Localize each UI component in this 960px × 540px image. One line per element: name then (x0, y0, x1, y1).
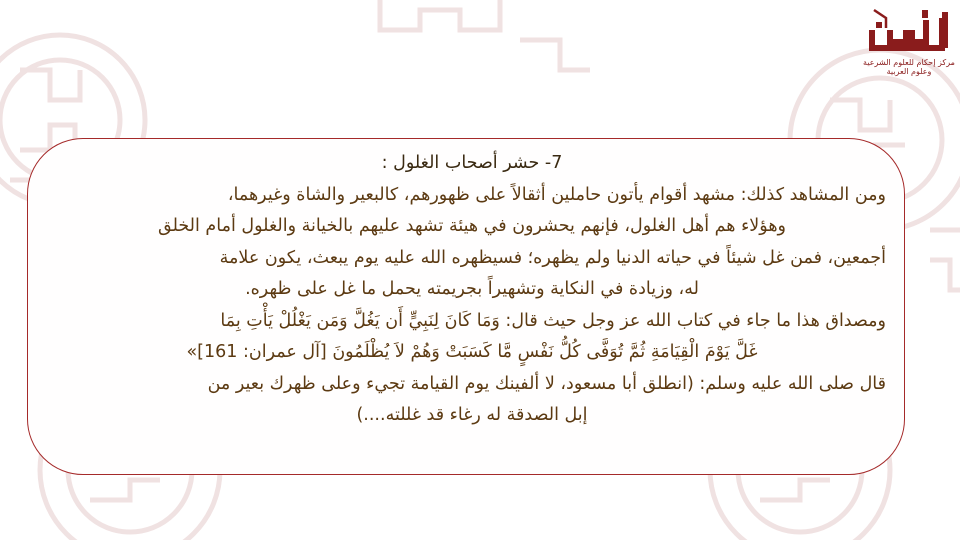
quran-verse-line: غَلَّ يَوْمَ الْقِيَامَةِ ثُمَّ تُوَفَّى كُلُّ نَفْسٍ مَّا كَسَبَتْ وَهُمْ لاَ يُظْلَمُونَ [آل عمران: 161]» (186, 342, 758, 362)
brand-logo-subtitle: مركز إحكام للعلوم الشرعية وعلوم العربية (863, 58, 955, 76)
quran-verse-line: ومصداق هذا ما جاء في كتاب الله عز وجل حيث قال: وَمَا كَانَ لِنَبِيٍّ أَن يَغُلَّ وَمَن يَغْلُلْ يَأْتِ بِمَا (220, 310, 886, 331)
body-line: أجمعين، فمن غل شيئاً في حياته الدنيا ولم يظهره؛ فسيظهره الله عليه يوم يبعث، يكون علامة (219, 247, 886, 268)
hadith-line: قال صلى الله عليه وسلم: (انطلق أبا مسعود، لا ألفينك يوم القيامة تجيء وعلى ظهرك بعير من (207, 373, 886, 394)
body-line: له، وزيادة في النكاية وتشهيراً بجريمته يحمل ما غل على ظهره. (245, 279, 699, 299)
section-heading: 7- حشر أصحاب الغلول : (381, 153, 563, 173)
slide-content (58, 148, 886, 432)
hadith-line: إبل الصدقة له رغاء قد غللته....) (356, 405, 588, 425)
body-line: وهؤلاء هم أهل الغلول، فإنهم يحشرون في هيئة تشهد عليهم بالخيانة والغلول أمام الخلق (157, 216, 787, 236)
body-line: ومن المشاهد كذلك: مشهد أقوام يأتون حاملين أثقالاً على ظهورهم، كالبعير والشاة وغيرهما، (227, 184, 886, 205)
